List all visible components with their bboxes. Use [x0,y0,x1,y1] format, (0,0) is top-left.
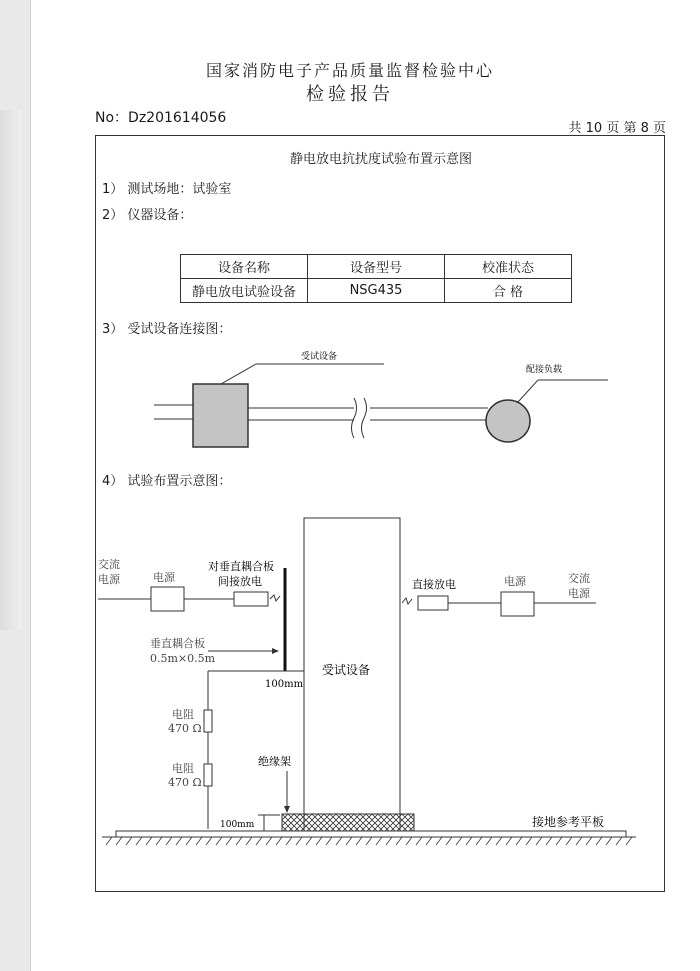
section-layout: 4） 试验布置示意图： [102,474,232,489]
insulation-label: 绝缘架 [258,755,291,768]
resistor1-label: 电阻 [172,708,194,721]
header-cell: 设备型号 [308,255,445,279]
page-info: 共 10 页 第 8 页 [568,121,666,136]
table-cell: NSG435 [308,279,445,303]
vcp-label-2: 0.5m×0.5m [150,652,216,665]
ac-power-left-2: 电源 [98,573,120,586]
table-cell: 合 格 [445,279,572,303]
left-power-label: 电源 [153,571,175,584]
header-cell: 校准状态 [445,255,572,279]
vcp-arrowhead [272,648,279,654]
resistor-2 [204,764,212,786]
load-label: 配接负载 [526,365,563,375]
insulation-support [282,814,414,833]
ground-plane-label: 接地参考平板 [532,815,605,829]
eut-label: 受试设备 [301,352,338,362]
organization-name: 国家消防电子产品质量监督检验中心 [205,61,494,80]
direct-discharge-label: 直接放电 [412,578,456,591]
resistor1-value: 470 Ω [168,722,202,735]
vcp-indirect-1: 对垂直耦合板 [208,560,274,573]
vcp-indirect-2: 间接放电 [218,575,262,588]
left-power-box [151,587,184,611]
spark-icon-right [402,598,412,604]
insulation-arrowhead [284,806,290,813]
spark-icon [270,595,280,601]
resistor2-label: 电阻 [172,762,194,775]
right-power-label: 电源 [504,575,526,588]
ground-plane [116,831,626,837]
eut-text: 受试设备 [322,663,371,677]
height-100mm: 100mm [220,820,255,830]
test-layout-diagram [96,136,666,893]
ground-hatch [106,837,632,845]
content-frame [95,135,665,892]
ac-power-right-2: 电源 [568,587,590,600]
section-connection: 3） 受试设备连接图： [102,322,232,337]
report-number: No：Dz201614056 [95,110,227,126]
ac-power-right-1: 交流 [568,572,590,585]
resistor-1 [204,710,212,732]
direct-gun-box [418,596,448,610]
section-equipment: 2） 仪器设备： [102,208,193,223]
table-cell: 静电放电试验设备 [181,279,308,303]
right-power-box [501,592,534,616]
report-title: 检验报告 [306,84,394,105]
frame-title: 静电放电抗扰度试验布置示意图 [289,152,472,167]
header-cell: 设备名称 [181,255,308,279]
gap-100mm: 100mm [265,679,304,690]
section-test-site: 1） 测试场地：试验室 [102,182,232,197]
ac-power-left-1: 交流 [98,558,120,571]
indirect-gun-box [234,592,268,606]
resistor2-value: 470 Ω [168,776,202,789]
vcp-label-1: 垂直耦合板 [150,637,205,650]
adjacent-page-edge [0,110,22,630]
